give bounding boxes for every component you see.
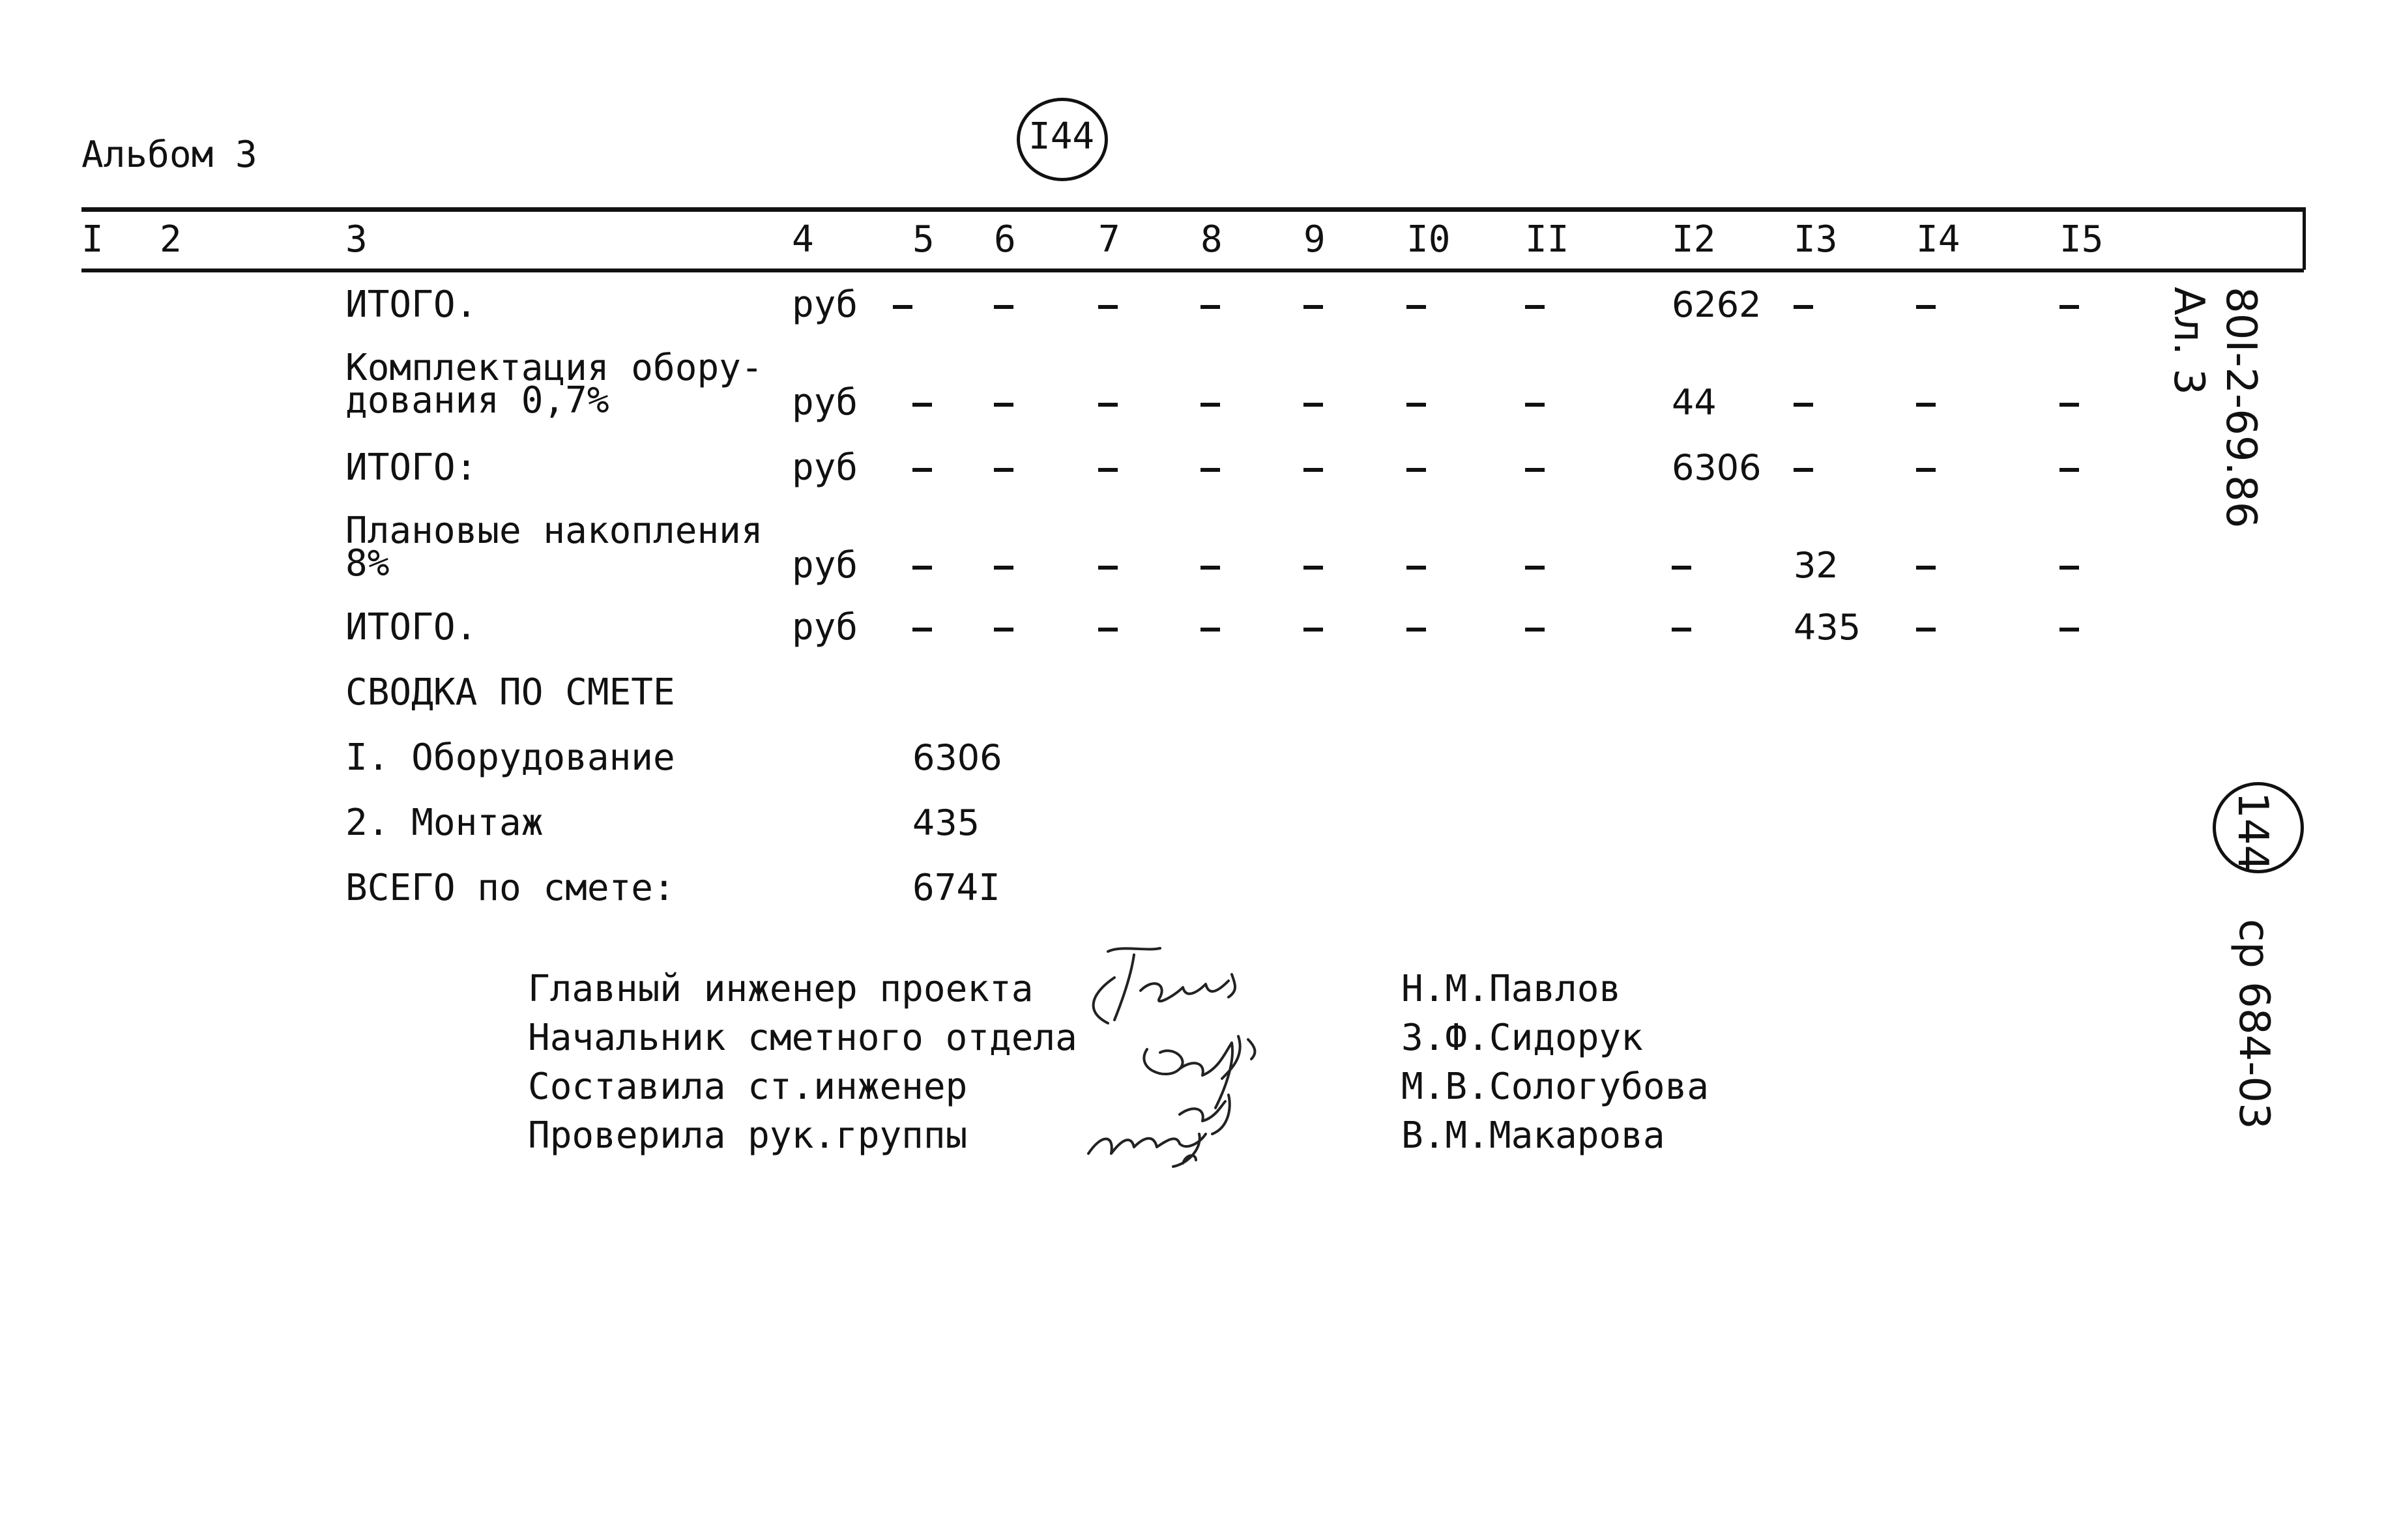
col-header-3: 3 [345, 218, 368, 261]
dash [1406, 628, 1426, 632]
dash [912, 403, 932, 407]
row-unit: руб [792, 381, 858, 424]
col-header-13: I3 [1794, 218, 1838, 261]
dash [1525, 628, 1545, 632]
dash [1916, 403, 1936, 407]
summary-total-value: 674I [912, 867, 1000, 909]
col-header-5: 5 [912, 218, 935, 261]
dash [1303, 403, 1323, 407]
dash [1672, 628, 1691, 632]
dash [1916, 305, 1936, 309]
dash [912, 628, 932, 632]
signatory-position: Составила ст.инженер [528, 1066, 968, 1108]
dash [994, 305, 1013, 309]
dash [994, 468, 1013, 472]
dash [1200, 403, 1220, 407]
col-header-6: 6 [994, 218, 1016, 261]
dash [2059, 628, 2079, 632]
summary-item-label: I. Оборудование [345, 736, 675, 779]
dash [1672, 566, 1691, 570]
dash [1916, 468, 1936, 472]
summary-item-value: 6306 [912, 737, 1002, 778]
col-header-12: I2 [1672, 218, 1716, 261]
dash [994, 403, 1013, 407]
dash [2059, 566, 2079, 570]
dash [1525, 305, 1545, 309]
signatory-position: Проверила рук.группы [528, 1114, 968, 1157]
signatory-name: Н.М.Павлов [1401, 968, 1622, 1010]
dash [1406, 305, 1426, 309]
dash [1200, 305, 1220, 309]
signatory-name: М.В.Сологубова [1401, 1066, 1709, 1108]
signatory-position: Главный инженер проекта [528, 968, 1034, 1010]
row-name-line1: Плановые накопления [345, 510, 763, 552]
signatory-name: З.Ф.Сидорук [1401, 1017, 1643, 1059]
row-name-line1: Комплектация обору- [345, 347, 763, 389]
dash [893, 305, 912, 309]
row-unit: руб [792, 283, 858, 326]
dash [2059, 403, 2079, 407]
col-header-1: I [81, 218, 104, 261]
dash [1794, 403, 1813, 407]
margin-stamp-number: 144 [2228, 792, 2277, 872]
dash [1200, 468, 1220, 472]
row-col13: 32 [1794, 545, 1839, 586]
row-col13: 435 [1794, 607, 1861, 648]
col-header-14: I4 [1916, 218, 1960, 261]
dash [1098, 566, 1118, 570]
col-header-15: I5 [2059, 218, 2104, 261]
header-right-border [2303, 207, 2306, 270]
dash [1303, 628, 1323, 632]
summary-total-label: ВСЕГО по смете: [345, 867, 675, 909]
margin-album-code: Ал. 3 [2164, 287, 2213, 396]
dash [1303, 566, 1323, 570]
row-col12: 44 [1672, 382, 1717, 423]
album-label: Альбом 3 [81, 134, 257, 176]
dash [1098, 628, 1118, 632]
dash [1303, 468, 1323, 472]
signatory-position: Начальник сметного отдела [528, 1017, 1077, 1059]
col-header-2: 2 [160, 218, 182, 261]
dash [1303, 305, 1323, 309]
col-header-9: 9 [1303, 218, 1326, 261]
col-header-7: 7 [1098, 218, 1120, 261]
page-number: I44 [1028, 115, 1095, 158]
row-col12: 6262 [1672, 284, 1762, 325]
dash [1525, 566, 1545, 570]
row-unit: руб [792, 544, 858, 587]
dash [1406, 468, 1426, 472]
row-name-line2: дования 0,7% [345, 379, 609, 422]
dash [1916, 566, 1936, 570]
margin-archive-code: ср 684-03 [2230, 919, 2278, 1129]
dash [1794, 305, 1813, 309]
dash [2059, 468, 2079, 472]
col-header-10: I0 [1406, 218, 1451, 261]
col-header-4: 4 [792, 218, 814, 261]
dash [1525, 468, 1545, 472]
col-header-8: 8 [1200, 218, 1223, 261]
row-name: ИТОГО. [345, 283, 478, 326]
margin-doc-code: 80I-2-69.86 [2217, 287, 2265, 529]
dash [912, 468, 932, 472]
signatory-name: В.М.Макарова [1401, 1114, 1665, 1157]
row-name: ИТОГО: [345, 446, 478, 489]
header-rule-top [81, 207, 2304, 212]
dash [1098, 468, 1118, 472]
row-unit: руб [792, 606, 858, 648]
dash [1406, 566, 1426, 570]
dash [1525, 403, 1545, 407]
row-unit: руб [792, 446, 858, 489]
dash [912, 566, 932, 570]
header-rule-bottom [81, 269, 2304, 272]
summary-title: СВОДКА ПО СМЕТЕ [345, 671, 675, 714]
dash [994, 628, 1013, 632]
col-header-11: II [1525, 218, 1569, 261]
row-col12: 6306 [1672, 447, 1762, 488]
handwritten-signatures [1069, 938, 1343, 1186]
dash [1200, 628, 1220, 632]
row-name: ИТОГО. [345, 606, 478, 648]
dash [1794, 468, 1813, 472]
dash [1406, 403, 1426, 407]
dash [2059, 305, 2079, 309]
dash [1916, 628, 1936, 632]
summary-item-value: 435 [912, 802, 980, 843]
summary-item-label: 2. Монтаж [345, 802, 544, 844]
dash [1098, 403, 1118, 407]
row-name-line2: 8% [345, 542, 390, 585]
dash [1200, 566, 1220, 570]
dash [1098, 305, 1118, 309]
dash [994, 566, 1013, 570]
